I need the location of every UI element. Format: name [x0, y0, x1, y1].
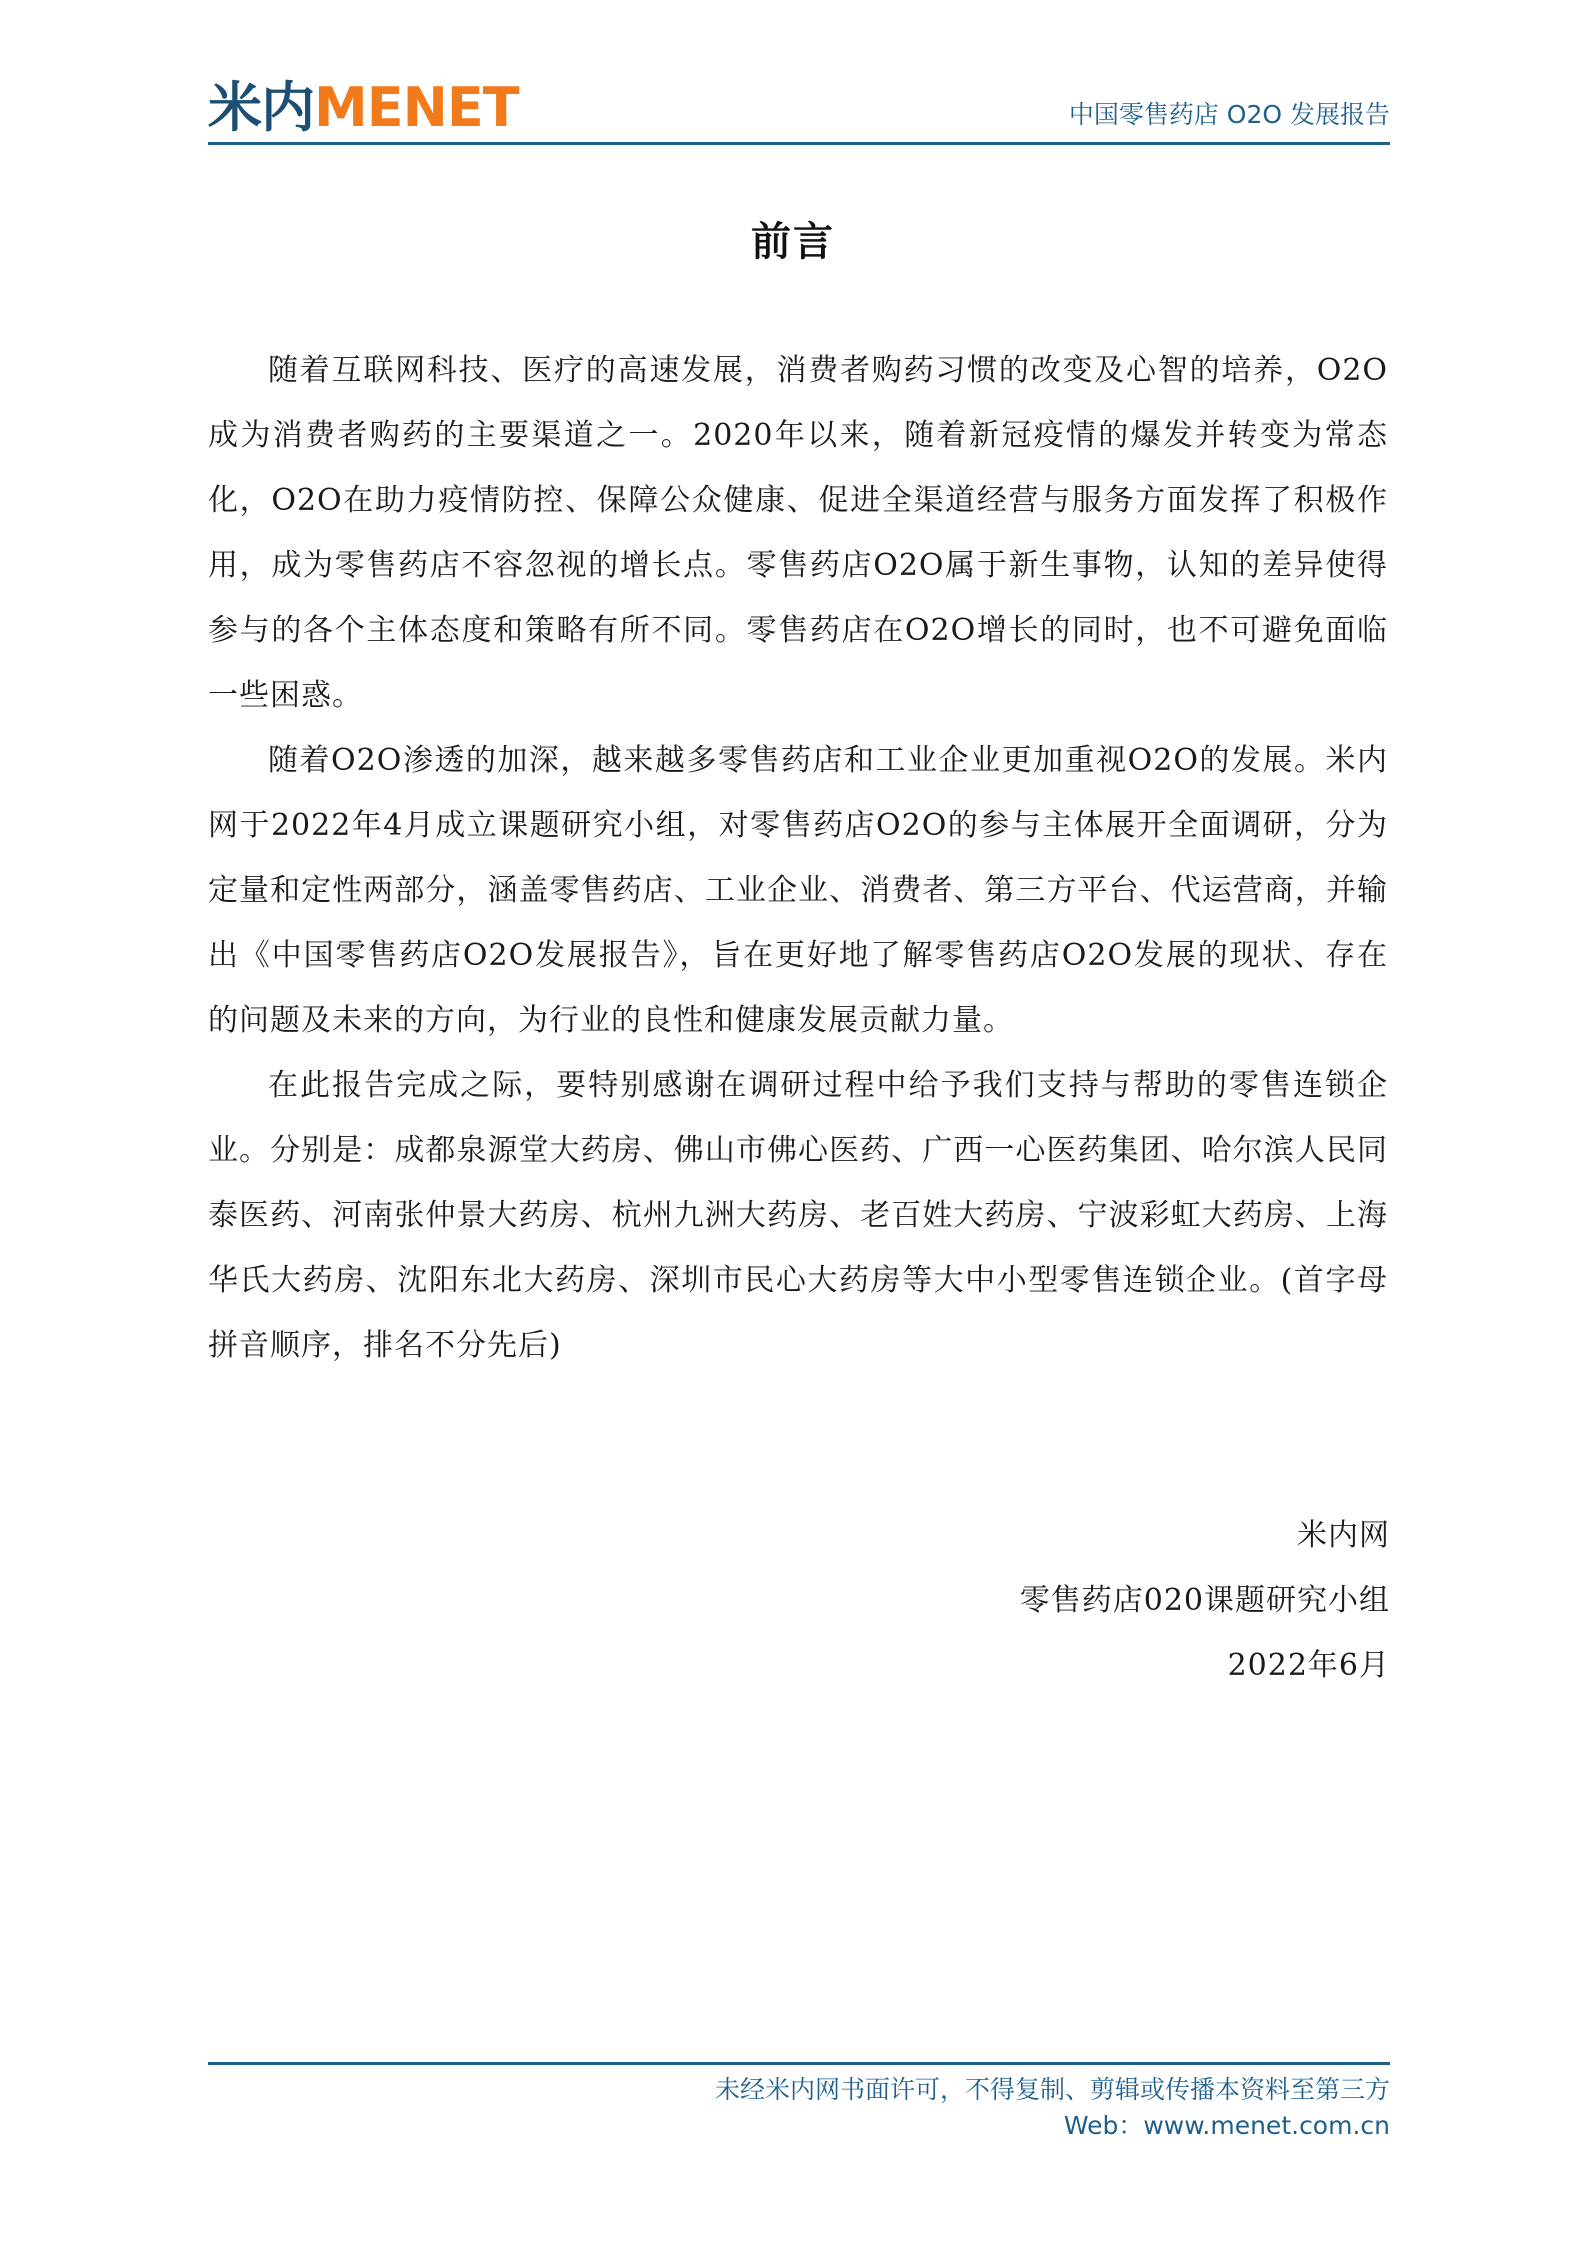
- logo-chinese: 米内: [208, 76, 314, 139]
- paragraph-2: 随着O2O渗透的加深，越来越多零售药店和工业企业更加重视O2O的发展。米内网于2022年4月成立课题研究小组，对零售药店O2O的参与主体展开全面调研，分为定量和定性两部分，涵盖零售药店、工业企业、消费者、第三方平台、代运营商，并输出《中国零售药店O2O发展报告》，旨在更好地了解零售药店O2O发展的现状、存在的问题及未来的方向，为行业的良性和健康发展贡献力量。: [208, 743, 1388, 1038]
- page-title: 前言: [751, 219, 835, 265]
- footer-divider: [208, 2062, 1390, 2065]
- website-link[interactable]: Web：www.menet.com.cn: [1063, 2111, 1390, 2140]
- signature-org: 米内网: [1297, 1518, 1390, 1553]
- menet-logo: [208, 78, 519, 138]
- paragraph-3: 在此报告完成之际，要特别感谢在调研过程中给予我们支持与帮助的零售连锁企业。分别是：成都泉源堂大药房、佛山市佛心医药、广西一心医药集团、哈尔滨人民同泰医药、河南张仲景大药房、杭州九洲大药房、老百姓大药房、宁波彩虹大药房、上海华氏大药房、沈阳东北大药房、深圳市民心大药房等大中小型零售连锁企业。(首字母拼音顺序，排名不分先后): [208, 1068, 1388, 1363]
- report-header-title: 中国零售药店 O2O 发展报告: [1068, 100, 1390, 129]
- paragraph-1: 随着互联网科技、医疗的高速发展，消费者购药习惯的改变及心智的培养，O2O成为消费者购药的主要渠道之一。2020年以来，随着新冠疫情的爆发并转变为常态化，O2O在助力疫情防控、保障公众健康、促进全渠道经营与服务方面发挥了积极作用，成为零售药店不容忽视的增长点。零售药店O2O属于新生事物，认知的差异使得参与的各个主体态度和策略有所不同。零售药店在O2O增长的同时，也不可避免面临一些困惑。: [208, 353, 1388, 713]
- signature-group: 零售药店020课题研究小组: [1019, 1583, 1390, 1618]
- footer: [715, 2072, 1390, 2144]
- copyright-notice: 未经米内网书面许可，不得复制、剪辑或传播本资料至第三方: [714, 2075, 1390, 2104]
- header-divider: [208, 142, 1390, 145]
- signature-block: [1020, 1503, 1390, 1698]
- logo-english: MENET: [314, 76, 519, 139]
- signature-date: 2022年6月: [1227, 1648, 1390, 1683]
- preface-body: [208, 338, 1388, 1378]
